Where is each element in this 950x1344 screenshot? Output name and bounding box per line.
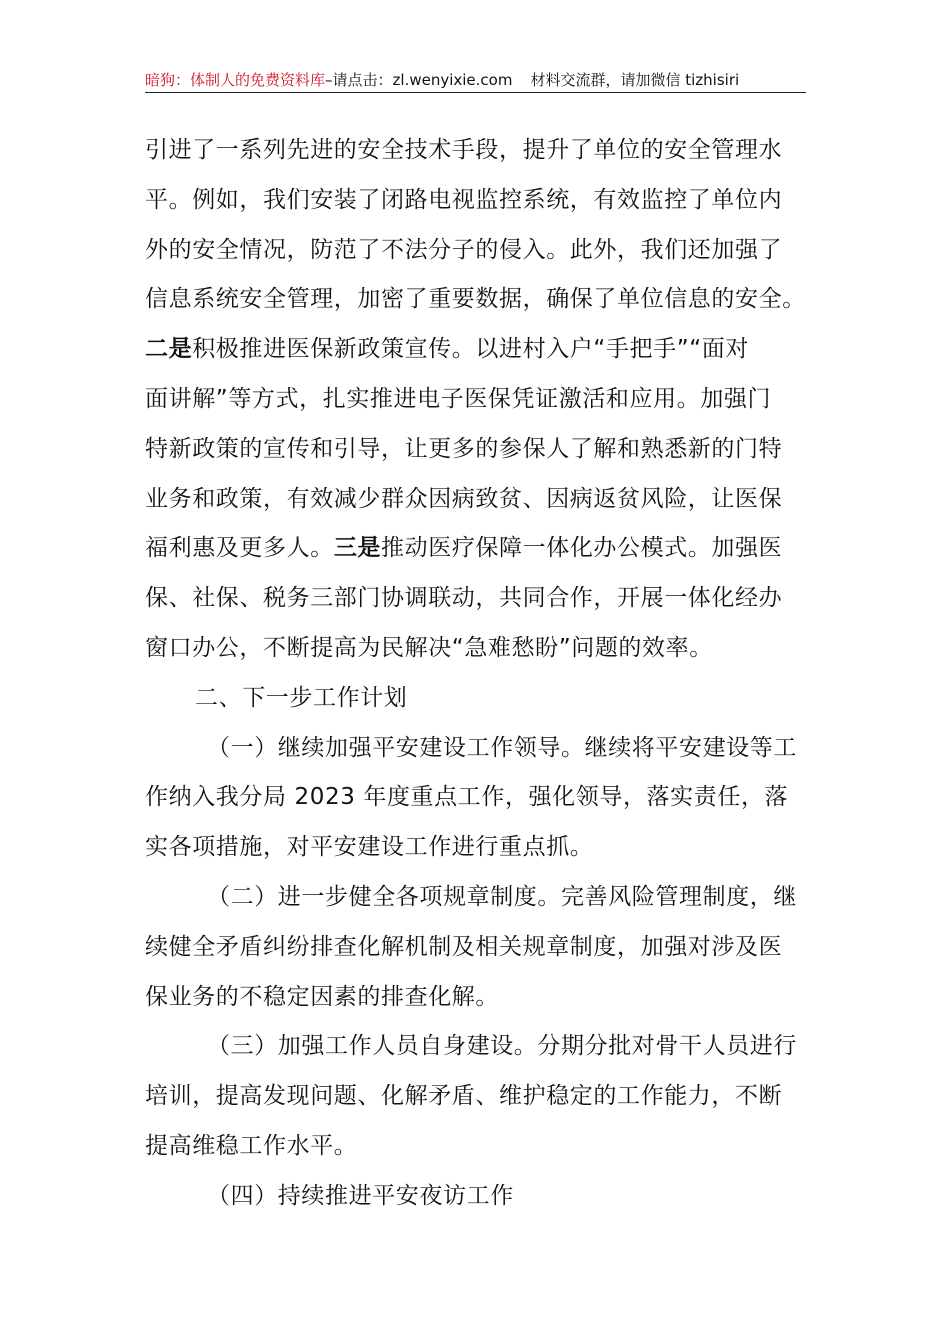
text-span: 积极推进医保新政策宣传。以进村入户“手把手”“面对: [192, 336, 749, 363]
text-line: （一）继续加强平安建设工作领导。继续将平安建设等工: [207, 734, 797, 761]
text-line: 提高维稳工作水平。: [145, 1132, 358, 1159]
text-line: 窗口办公，不断提高为民解决“急难愁盼”问题的效率。: [145, 634, 713, 661]
text-line: 保业务的不稳定因素的排查化解。: [145, 983, 499, 1010]
header-group-note: 材料交流群，请加微信 tizhisiri: [530, 71, 740, 89]
text-span: 福利惠及更多人。: [145, 535, 334, 562]
header-site-name: 暗狗：体制人的免费资料库: [145, 71, 326, 89]
text-line: 引进了一系列先进的安全技术手段，提升了单位的安全管理水: [145, 137, 783, 163]
section-heading: 二、下一步工作计划: [195, 684, 408, 711]
text-line: 实各项措施，对平安建设工作进行重点抓。: [145, 834, 594, 861]
text-line: 外的安全情况，防范了不法分子的侵入。此外，我们还加强了: [145, 236, 783, 263]
text-line: （四）持续推进平安夜访工作: [207, 1182, 514, 1209]
text-line: 信息系统安全管理，加密了重要数据，确保了单位信息的安全。: [145, 286, 806, 313]
bold-marker-second: 二是: [145, 336, 193, 363]
text-line: 面讲解”等方式，扎实推进电子医保凭证激活和应用。加强门: [145, 385, 772, 412]
text-line: 特新政策的宣传和引导，让更多的参保人了解和熟悉新的门特: [145, 435, 783, 462]
text-line: 保、社保、税务三部门协调联动，共同合作，开展一体化经办: [145, 585, 783, 612]
text-line: [145, 325, 806, 375]
text-line: [145, 524, 806, 574]
page-header: [145, 68, 806, 93]
text-line: （三）加强工作人员自身建设。分期分批对骨干人员进行: [207, 1033, 797, 1060]
text-line: 培训，提高发现问题、化解矛盾、维护稳定的工作能力，不断: [145, 1083, 783, 1110]
text-line: 作纳入我分局 2023 年度重点工作，强化领导，落实责任，落: [145, 784, 789, 811]
text-line: 业务和政策，有效减少群众因病致贫、因病返贫风险，让医保: [145, 485, 783, 512]
bold-marker-third: 三是: [333, 535, 382, 562]
header-link-prompt: –请点击：: [325, 71, 393, 89]
text-line: 续健全矛盾纠纷排查化解机制及相关规章制度，加强对涉及医: [145, 933, 783, 960]
header-url-link[interactable]: zl.wenyixie.com: [392, 71, 513, 89]
document-body: [145, 126, 806, 1222]
text-line: （二）进一步健全各项规章制度。完善风险管理制度，继: [207, 883, 797, 910]
text-line: 平。例如，我们安装了闭路电视监控系统，有效监控了单位内: [145, 186, 783, 213]
text-span: 推动医疗保障一体化办公模式。加强医: [381, 535, 783, 562]
